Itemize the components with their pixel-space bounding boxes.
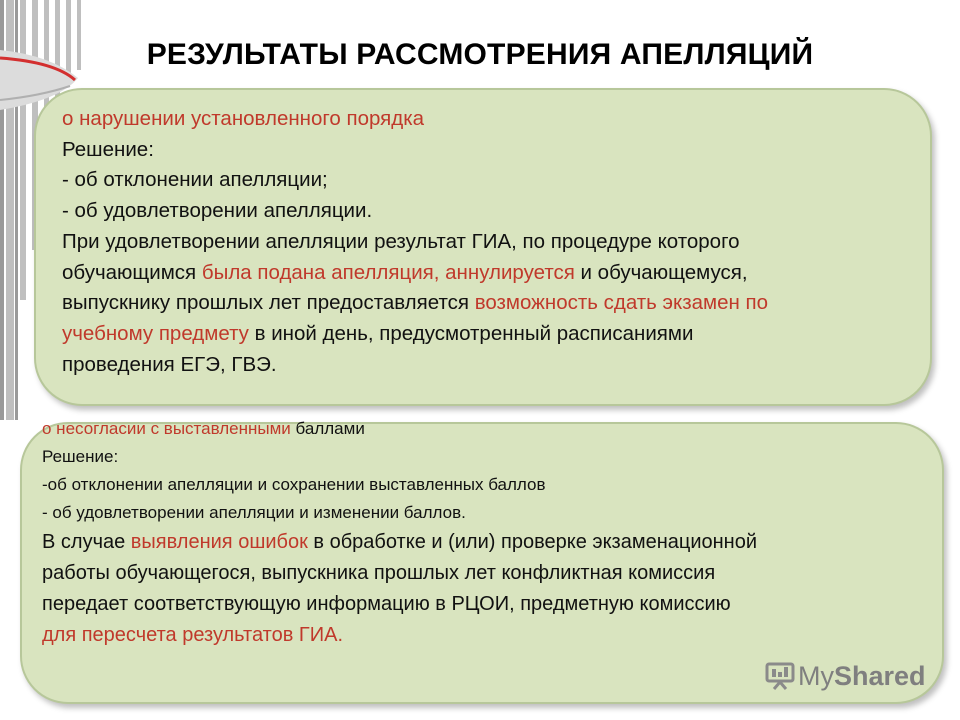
myshared-watermark bbox=[764, 656, 934, 696]
box1-decision-label: Решение: bbox=[62, 137, 154, 161]
box2-paragraph-line-1 bbox=[42, 527, 922, 558]
box1-paragraph-line-3 bbox=[62, 288, 906, 319]
box1-heading: о нарушении установленного порядка bbox=[62, 107, 425, 130]
box1-paragraph-line-5: проведения ЕГЭ, ГВЭ. bbox=[62, 352, 277, 376]
text: в иной день, предусмотренный расписаниями bbox=[248, 321, 694, 345]
brand-part-1: My bbox=[798, 661, 834, 691]
watermark-text bbox=[798, 656, 926, 696]
box2-heading-rest: баллами bbox=[290, 419, 365, 438]
box2-option-accept: - об удовлетворении апелляции и изменении баллов. bbox=[42, 503, 466, 522]
box1-option-reject: - об отклонении апелляции; bbox=[62, 168, 328, 192]
box1-paragraph-line-2 bbox=[62, 258, 906, 289]
presentation-board-icon bbox=[764, 660, 796, 692]
text: В случае bbox=[42, 531, 131, 553]
highlight-retake: возможность сдать экзамен по bbox=[474, 291, 769, 315]
box2-decision-label: Решение: bbox=[42, 447, 119, 466]
brand-part-2: Shared bbox=[834, 661, 926, 691]
box1-paragraph-line-4 bbox=[62, 319, 906, 350]
box2-paragraph-line-2: работы обучающегося, выпускника прошлых лет конфликтная комиссия bbox=[42, 562, 716, 584]
highlight-subject: учебному предмету bbox=[62, 321, 249, 345]
box2-option-reject: -об отклонении апелляции и сохранении выставленных баллов bbox=[42, 475, 546, 494]
box2-paragraph-line-3: передает соответствующую информацию в РЦОИ, предметную комиссию bbox=[42, 593, 731, 615]
text: и обучающемуся, bbox=[574, 260, 748, 284]
highlight-annulled: была подана апелляция, аннулируется bbox=[201, 260, 575, 284]
text: выпускнику прошлых лет предоставляется bbox=[62, 291, 475, 315]
box2-heading bbox=[42, 415, 922, 443]
violation-appeal-box bbox=[34, 88, 932, 406]
text: обучающимся bbox=[62, 260, 202, 284]
box1-option-accept: - об удовлетворении апелляции. bbox=[62, 199, 373, 223]
box2-heading-red: о несогласии с выставленными bbox=[42, 419, 291, 438]
box2-paragraph-line-4: для пересчета результатов ГИА. bbox=[42, 624, 343, 646]
page-title: РЕЗУЛЬТАТЫ РАССМОТРЕНИЯ АПЕЛЛЯЦИЙ bbox=[146, 38, 814, 71]
highlight-errors: выявления ошибок bbox=[130, 531, 308, 553]
box1-paragraph-line-1: При удовлетворении апелляции результат ГИА, по процедуре которого bbox=[62, 229, 740, 253]
text: в обработке и (или) проверке экзаменационной bbox=[307, 531, 758, 553]
